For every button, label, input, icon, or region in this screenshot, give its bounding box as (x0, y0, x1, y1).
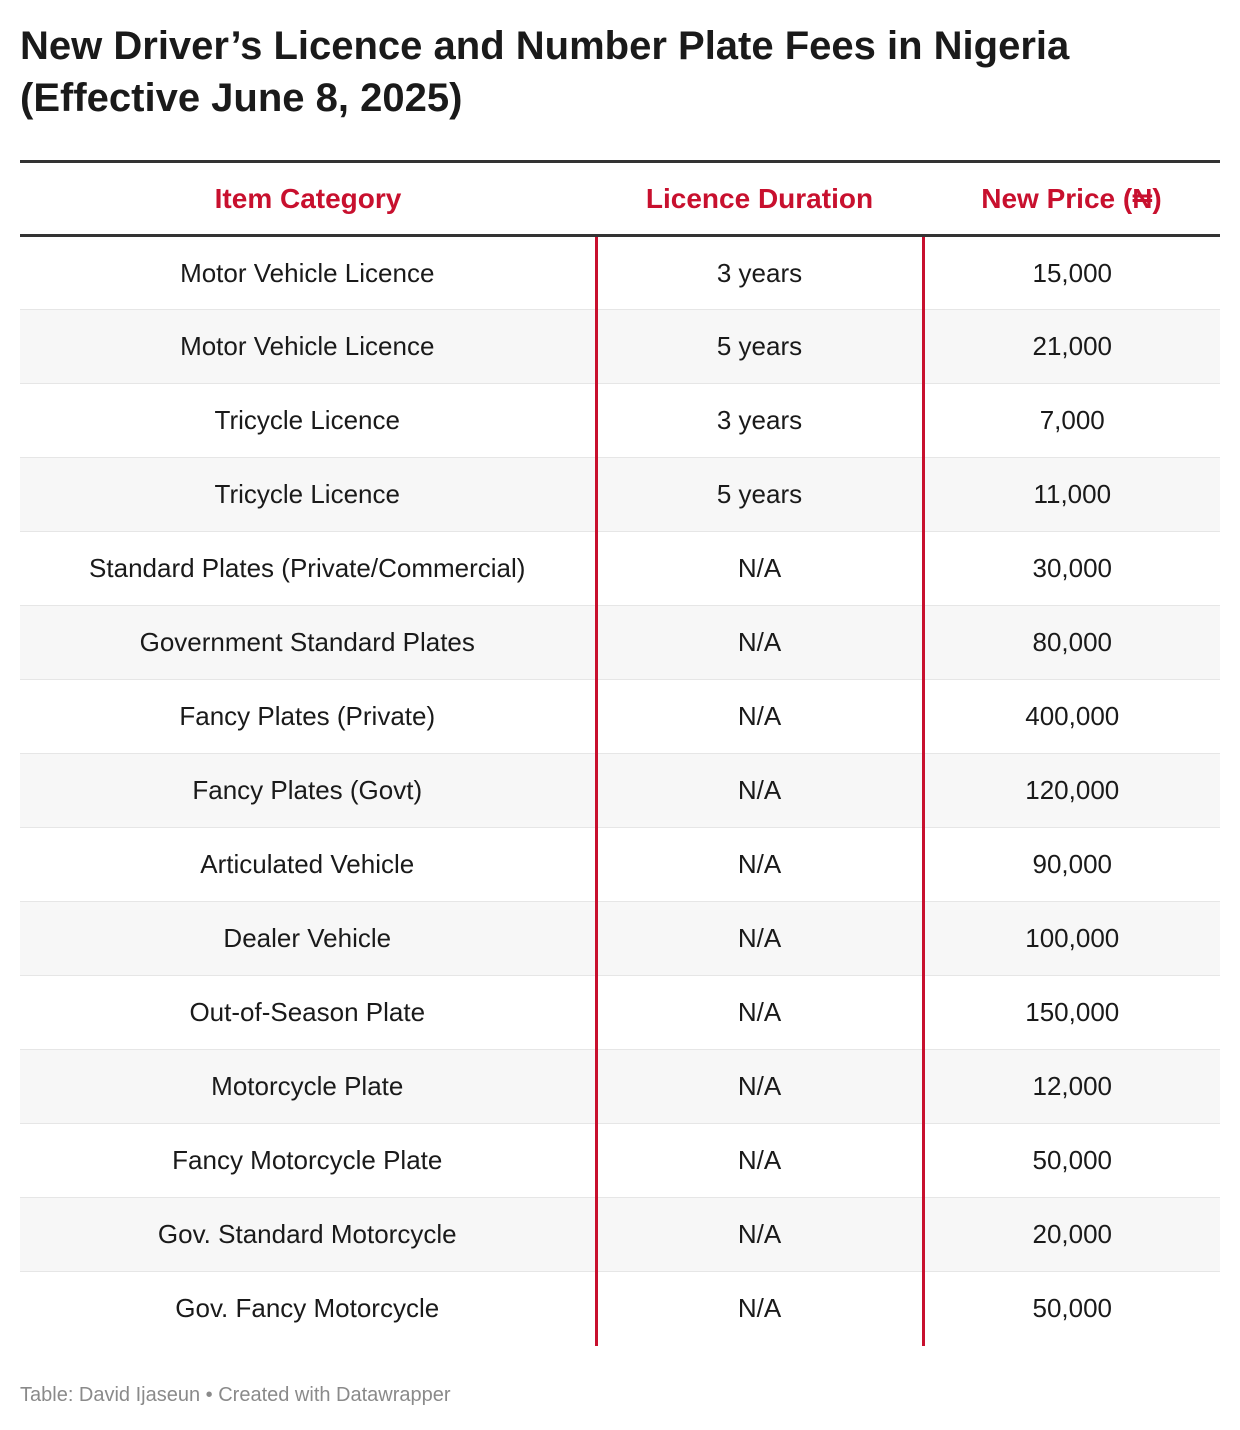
table-row (20, 606, 1220, 680)
cell-new-price: 100,000 (923, 902, 1220, 976)
cell-item-category: Gov. Standard Motorcycle (20, 1198, 596, 1272)
cell-item-category: Standard Plates (Private/Commercial) (20, 532, 596, 606)
table-row (20, 1198, 1220, 1272)
table-row (20, 828, 1220, 902)
table-row (20, 1272, 1220, 1346)
cell-item-category: Gov. Fancy Motorcycle (175, 1293, 440, 1324)
chart-title: New Driver’s Licence and Number Plate Fees in Nigeria (Effective June 8, 2025) (20, 24, 1070, 120)
table-header-row (20, 162, 1220, 236)
table-row (20, 680, 1220, 754)
cell-item-category: Out-of-Season Plate (20, 976, 596, 1050)
table-row (20, 902, 1220, 976)
cell-item-category: Dealer Vehicle (20, 902, 596, 976)
cell-item-category: Fancy Motorcycle Plate (20, 1124, 596, 1198)
cell-new-price: 30,000 (923, 532, 1220, 606)
table-body (20, 236, 1220, 1346)
cell-licence-duration: N/A (596, 1198, 923, 1272)
cell-licence-duration: N/A (596, 1124, 923, 1198)
cell-licence-duration: 5 years (596, 458, 923, 532)
table-row (20, 458, 1220, 532)
cell-item-category: Tricycle Licence (20, 458, 596, 532)
cell-item-category: Government Standard Plates (20, 606, 596, 680)
cell-item-category: Fancy Plates (Private) (20, 680, 596, 754)
cell-licence-duration: 3 years (596, 236, 923, 310)
cell-new-price: 11,000 (923, 458, 1220, 532)
table-row (20, 1050, 1220, 1124)
cell-new-price: 15,000 (923, 236, 1220, 310)
table-row (20, 236, 1220, 310)
cell-licence-duration: N/A (596, 1050, 923, 1124)
cell-licence-duration: N/A (596, 606, 923, 680)
table-row (20, 384, 1220, 458)
cell-new-price: 150,000 (923, 976, 1220, 1050)
cell-licence-duration: N/A (596, 828, 923, 902)
table-row (20, 976, 1220, 1050)
cell-licence-duration: N/A (596, 902, 923, 976)
cell-new-price: 50,000 (923, 1124, 1220, 1198)
cell-licence-duration: 5 years (596, 310, 923, 384)
cell-licence-duration: N/A (596, 754, 923, 828)
cell-new-price: 50,000 (923, 1272, 1220, 1346)
column-header-licence-duration[interactable]: Licence Duration (596, 162, 923, 236)
fee-table-container (20, 160, 1220, 1346)
source-credit: Table: David Ijaseun • Created with Datawrapper (20, 1384, 451, 1406)
cell-item-category: Fancy Plates (Govt) (20, 754, 596, 828)
cell-new-price: 90,000 (923, 828, 1220, 902)
cell-new-price: 21,000 (923, 310, 1220, 384)
cell-licence-duration: N/A (596, 680, 923, 754)
cell-new-price: 12,000 (923, 1050, 1220, 1124)
cell-new-price: 400,000 (923, 680, 1220, 754)
cell-licence-duration: N/A (596, 1272, 923, 1346)
cell-new-price: 120,000 (923, 754, 1220, 828)
cell-item-category: Motor Vehicle Licence (20, 310, 596, 384)
cell-item-category: Articulated Vehicle (20, 828, 596, 902)
table-row (20, 1124, 1220, 1198)
cell-new-price: 80,000 (923, 606, 1220, 680)
table-row (20, 310, 1220, 384)
table-row (20, 754, 1220, 828)
cell-licence-duration: N/A (596, 532, 923, 606)
column-header-item-category[interactable]: Item Category (20, 162, 596, 236)
column-header-new-price[interactable]: New Price (₦) (923, 162, 1220, 236)
cell-item-category: Motor Vehicle Licence (20, 236, 596, 310)
cell-new-price: 7,000 (923, 384, 1220, 458)
cell-licence-duration: 3 years (596, 384, 923, 458)
table-row (20, 532, 1220, 606)
cell-item-category: Tricycle Licence (20, 384, 596, 458)
cell-item-category: Motorcycle Plate (20, 1050, 596, 1124)
cell-new-price: 20,000 (923, 1198, 1220, 1272)
cell-licence-duration: N/A (596, 976, 923, 1050)
fee-table (20, 160, 1220, 1346)
